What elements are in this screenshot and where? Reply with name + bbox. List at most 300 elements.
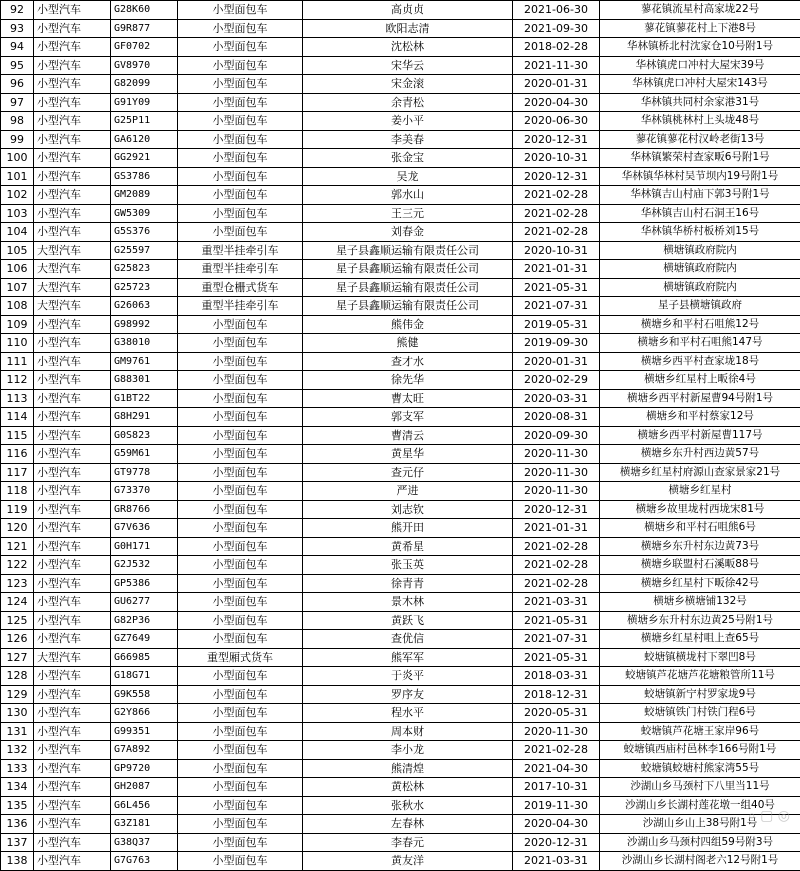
cell-plate-type: 小型汽车 (34, 186, 111, 205)
cell-plate-type: 小型汽车 (34, 389, 111, 408)
table-row (1, 815, 800, 834)
cell-vehicle-type: 小型面包车 (178, 56, 303, 75)
cell-owner-name: 宋华云 (303, 56, 513, 75)
cell-plate-number: G6L456 (111, 796, 178, 815)
cell-address: 华林镇吉山村庙下郭3号附1号 (600, 186, 800, 205)
cell-inspection-date: 2020-01-31 (513, 75, 600, 94)
cell-row-number: 128 (1, 667, 34, 686)
cell-inspection-date: 2018-12-31 (513, 685, 600, 704)
cell-row-number: 96 (1, 75, 34, 94)
cell-vehicle-type: 小型面包车 (178, 371, 303, 390)
cell-plate-number: GM2089 (111, 186, 178, 205)
cell-plate-number: G59M61 (111, 445, 178, 464)
cell-row-number: 95 (1, 56, 34, 75)
cell-plate-type: 小型汽车 (34, 130, 111, 149)
cell-address: 华林镇华林村吴节坝内19号附1号 (600, 167, 800, 186)
cell-plate-number: G26063 (111, 297, 178, 316)
cell-inspection-date: 2020-04-30 (513, 93, 600, 112)
cell-row-number: 92 (1, 1, 34, 20)
cell-vehicle-type: 小型面包车 (178, 630, 303, 649)
cell-inspection-date: 2019-09-30 (513, 334, 600, 353)
cell-owner-name: 张金宝 (303, 149, 513, 168)
cell-plate-number: G91Y09 (111, 93, 178, 112)
cell-inspection-date: 2021-07-31 (513, 297, 600, 316)
cell-address: 横塘乡红星村下畈徐42号 (600, 574, 800, 593)
cell-address: 华林镇桃林村上头垅48号 (600, 112, 800, 131)
cell-inspection-date: 2020-10-31 (513, 241, 600, 260)
cell-owner-name: 黄松林 (303, 778, 513, 797)
cell-plate-number: GW5309 (111, 204, 178, 223)
cell-vehicle-type: 小型面包车 (178, 833, 303, 852)
cell-address: 华林镇华桥村板桥刘15号 (600, 223, 800, 242)
cell-owner-name: 徐青青 (303, 574, 513, 593)
cell-row-number: 105 (1, 241, 34, 260)
cell-plate-type: 小型汽车 (34, 537, 111, 556)
cell-vehicle-type: 小型面包车 (178, 149, 303, 168)
cell-row-number: 124 (1, 593, 34, 612)
cell-plate-number: G7G763 (111, 852, 178, 871)
cell-plate-number: GT9778 (111, 463, 178, 482)
table-row (1, 38, 800, 57)
cell-vehicle-type: 小型面包车 (178, 19, 303, 38)
cell-vehicle-type: 小型面包车 (178, 75, 303, 94)
table-row (1, 519, 800, 538)
cell-address: 蓼花镇蓼花村上下港8号 (600, 19, 800, 38)
table-row (1, 112, 800, 131)
cell-vehicle-type: 重型半挂牵引车 (178, 260, 303, 279)
cell-owner-name: 熊军军 (303, 648, 513, 667)
cell-owner-name: 余青松 (303, 93, 513, 112)
cell-plate-number: G18G71 (111, 667, 178, 686)
cell-vehicle-type: 小型面包车 (178, 519, 303, 538)
cell-row-number: 138 (1, 852, 34, 871)
cell-owner-name: 严进 (303, 482, 513, 501)
cell-plate-number: G82P36 (111, 611, 178, 630)
cell-owner-name: 郭水山 (303, 186, 513, 205)
table-row (1, 445, 800, 464)
cell-plate-number: G9K558 (111, 685, 178, 704)
table-row (1, 1, 800, 20)
cell-inspection-date: 2020-02-29 (513, 371, 600, 390)
cell-owner-name: 刘春金 (303, 223, 513, 242)
cell-row-number: 113 (1, 389, 34, 408)
cell-owner-name: 宋金滚 (303, 75, 513, 94)
cell-plate-type: 小型汽车 (34, 315, 111, 334)
cell-inspection-date: 2021-03-31 (513, 593, 600, 612)
cell-owner-name: 张秋水 (303, 796, 513, 815)
cell-plate-number: GP9720 (111, 759, 178, 778)
table-row (1, 149, 800, 168)
cell-inspection-date: 2017-10-31 (513, 778, 600, 797)
cell-vehicle-type: 重型厢式货车 (178, 648, 303, 667)
cell-inspection-date: 2021-05-31 (513, 611, 600, 630)
cell-owner-name: 熊伟金 (303, 315, 513, 334)
cell-inspection-date: 2020-12-31 (513, 130, 600, 149)
cell-address: 蛟塘镇蛟塘村熊家湾55号 (600, 759, 800, 778)
cell-plate-number: GA6120 (111, 130, 178, 149)
cell-row-number: 94 (1, 38, 34, 57)
table-row (1, 315, 800, 334)
cell-plate-number: G25723 (111, 278, 178, 297)
cell-plate-type: 小型汽车 (34, 371, 111, 390)
table-row (1, 833, 800, 852)
cell-row-number: 107 (1, 278, 34, 297)
table-row (1, 204, 800, 223)
cell-address: 横塘乡和平村石咀熊12号 (600, 315, 800, 334)
cell-vehicle-type: 重型仓栅式货车 (178, 278, 303, 297)
cell-plate-number: G0S823 (111, 426, 178, 445)
cell-vehicle-type: 小型面包车 (178, 463, 303, 482)
cell-vehicle-type: 小型面包车 (178, 556, 303, 575)
cell-vehicle-type: 小型面包车 (178, 408, 303, 427)
cell-row-number: 137 (1, 833, 34, 852)
cell-vehicle-type: 小型面包车 (178, 852, 303, 871)
table-row (1, 167, 800, 186)
cell-plate-number: GP5386 (111, 574, 178, 593)
cell-inspection-date: 2021-02-28 (513, 223, 600, 242)
cell-row-number: 129 (1, 685, 34, 704)
cell-plate-number: G98992 (111, 315, 178, 334)
cell-row-number: 106 (1, 260, 34, 279)
table-row (1, 722, 800, 741)
cell-owner-name: 曹太旺 (303, 389, 513, 408)
cell-inspection-date: 2021-07-31 (513, 630, 600, 649)
cell-plate-number: G99351 (111, 722, 178, 741)
cell-vehicle-type: 小型面包车 (178, 500, 303, 519)
cell-plate-number: G1BT22 (111, 389, 178, 408)
cell-owner-name: 张玉英 (303, 556, 513, 575)
cell-row-number: 98 (1, 112, 34, 131)
cell-owner-name: 李春元 (303, 833, 513, 852)
table-row (1, 852, 800, 871)
cell-plate-type: 小型汽车 (34, 685, 111, 704)
cell-plate-type: 小型汽车 (34, 574, 111, 593)
cell-inspection-date: 2021-03-31 (513, 852, 600, 871)
cell-inspection-date: 2019-05-31 (513, 315, 600, 334)
table-row (1, 426, 800, 445)
cell-address: 横塘乡横塘铺132号 (600, 593, 800, 612)
cell-address: 星子县横塘镇政府 (600, 297, 800, 316)
cell-plate-number: G2J532 (111, 556, 178, 575)
cell-row-number: 104 (1, 223, 34, 242)
cell-vehicle-type: 小型面包车 (178, 537, 303, 556)
cell-plate-number: GR8766 (111, 500, 178, 519)
cell-owner-name: 李美春 (303, 130, 513, 149)
cell-row-number: 116 (1, 445, 34, 464)
cell-inspection-date: 2021-06-30 (513, 1, 600, 20)
cell-row-number: 119 (1, 500, 34, 519)
cell-plate-type: 小型汽车 (34, 704, 111, 723)
cell-owner-name: 周本财 (303, 722, 513, 741)
table-row (1, 93, 800, 112)
cell-vehicle-type: 小型面包车 (178, 685, 303, 704)
cell-owner-name: 姜小平 (303, 112, 513, 131)
cell-vehicle-type: 小型面包车 (178, 426, 303, 445)
cell-plate-type: 小型汽车 (34, 38, 111, 57)
cell-plate-type: 小型汽车 (34, 815, 111, 834)
table-row (1, 611, 800, 630)
cell-plate-type: 小型汽车 (34, 93, 111, 112)
cell-address: 横塘乡故里垅村西垅宋81号 (600, 500, 800, 519)
cell-plate-number: G88301 (111, 371, 178, 390)
cell-address: 华林镇虎口冲村大屋宋39号 (600, 56, 800, 75)
cell-plate-type: 小型汽车 (34, 667, 111, 686)
cell-plate-type: 小型汽车 (34, 426, 111, 445)
cell-vehicle-type: 重型半挂牵引车 (178, 241, 303, 260)
cell-plate-number: GF0702 (111, 38, 178, 57)
cell-vehicle-type: 小型面包车 (178, 315, 303, 334)
table-row (1, 56, 800, 75)
cell-address: 华林镇桥北村沈家仓10号附1号 (600, 38, 800, 57)
cell-plate-number: G8H291 (111, 408, 178, 427)
cell-inspection-date: 2018-02-28 (513, 38, 600, 57)
cell-row-number: 133 (1, 759, 34, 778)
cell-row-number: 108 (1, 297, 34, 316)
table-body (1, 1, 800, 871)
cell-plate-number: G7V636 (111, 519, 178, 538)
cell-plate-type: 小型汽车 (34, 500, 111, 519)
cell-owner-name: 星子县鑫顺运输有限责任公司 (303, 297, 513, 316)
cell-inspection-date: 2020-11-30 (513, 445, 600, 464)
cell-inspection-date: 2021-01-31 (513, 260, 600, 279)
cell-plate-number: GS3786 (111, 167, 178, 186)
cell-plate-type: 小型汽车 (34, 408, 111, 427)
cell-address: 横塘镇政府院内 (600, 260, 800, 279)
cell-row-number: 122 (1, 556, 34, 575)
cell-address: 华林镇虎口冲村大屋宋143号 (600, 75, 800, 94)
cell-inspection-date: 2020-11-30 (513, 482, 600, 501)
cell-row-number: 134 (1, 778, 34, 797)
cell-owner-name: 沈松林 (303, 38, 513, 57)
cell-plate-number: GH2087 (111, 778, 178, 797)
cell-plate-type: 小型汽车 (34, 611, 111, 630)
cell-owner-name: 欧阳志清 (303, 19, 513, 38)
cell-vehicle-type: 小型面包车 (178, 593, 303, 612)
cell-inspection-date: 2020-12-31 (513, 833, 600, 852)
cell-vehicle-type: 小型面包车 (178, 186, 303, 205)
cell-vehicle-type: 小型面包车 (178, 1, 303, 20)
table-row (1, 537, 800, 556)
table-row (1, 186, 800, 205)
table-row (1, 796, 800, 815)
cell-address: 华林镇共同村余家港31号 (600, 93, 800, 112)
table-row (1, 389, 800, 408)
table-row (1, 574, 800, 593)
cell-row-number: 117 (1, 463, 34, 482)
cell-inspection-date: 2020-03-31 (513, 389, 600, 408)
table-row (1, 667, 800, 686)
cell-plate-number: G82099 (111, 75, 178, 94)
cell-vehicle-type: 小型面包车 (178, 223, 303, 242)
cell-plate-number: GG2921 (111, 149, 178, 168)
cell-plate-type: 小型汽车 (34, 519, 111, 538)
cell-owner-name: 罗序友 (303, 685, 513, 704)
cell-owner-name: 熊健 (303, 334, 513, 353)
cell-plate-type: 小型汽车 (34, 722, 111, 741)
cell-inspection-date: 2021-02-28 (513, 556, 600, 575)
cell-vehicle-type: 小型面包车 (178, 130, 303, 149)
cell-plate-type: 小型汽车 (34, 204, 111, 223)
cell-plate-number: G66985 (111, 648, 178, 667)
cell-inspection-date: 2021-11-30 (513, 56, 600, 75)
cell-row-number: 131 (1, 722, 34, 741)
table-row (1, 556, 800, 575)
cell-row-number: 136 (1, 815, 34, 834)
cell-row-number: 109 (1, 315, 34, 334)
cell-address: 横塘乡和平村蔡家12号 (600, 408, 800, 427)
cell-inspection-date: 2020-05-31 (513, 704, 600, 723)
cell-row-number: 121 (1, 537, 34, 556)
cell-vehicle-type: 小型面包车 (178, 778, 303, 797)
cell-inspection-date: 2021-05-31 (513, 278, 600, 297)
cell-inspection-date: 2020-09-30 (513, 426, 600, 445)
cell-owner-name: 查元仔 (303, 463, 513, 482)
cell-inspection-date: 2021-05-31 (513, 648, 600, 667)
cell-row-number: 111 (1, 352, 34, 371)
cell-row-number: 110 (1, 334, 34, 353)
cell-vehicle-type: 小型面包车 (178, 815, 303, 834)
cell-address: 沙湖山乡山上38号附1号 (600, 815, 800, 834)
table-row (1, 223, 800, 242)
cell-address: 华林镇吉山村石洞王16号 (600, 204, 800, 223)
table-row (1, 278, 800, 297)
cell-inspection-date: 2021-02-28 (513, 204, 600, 223)
cell-address: 横塘乡西平村查家垅18号 (600, 352, 800, 371)
table-row (1, 759, 800, 778)
cell-inspection-date: 2020-06-30 (513, 112, 600, 131)
cell-address: 蛟塘镇横垅村下翠凹8号 (600, 648, 800, 667)
cell-row-number: 102 (1, 186, 34, 205)
table-row (1, 500, 800, 519)
cell-owner-name: 星子县鑫顺运输有限责任公司 (303, 241, 513, 260)
cell-vehicle-type: 小型面包车 (178, 445, 303, 464)
cell-owner-name: 星子县鑫顺运输有限责任公司 (303, 260, 513, 279)
cell-plate-number: G38010 (111, 334, 178, 353)
cell-plate-type: 小型汽车 (34, 19, 111, 38)
cell-inspection-date: 2020-01-31 (513, 352, 600, 371)
cell-owner-name: 曹清云 (303, 426, 513, 445)
cell-address: 横塘乡红星村上畈徐4号 (600, 371, 800, 390)
cell-row-number: 93 (1, 19, 34, 38)
cell-inspection-date: 2020-12-31 (513, 167, 600, 186)
table-row (1, 371, 800, 390)
cell-inspection-date: 2021-09-30 (513, 19, 600, 38)
cell-inspection-date: 2020-04-30 (513, 815, 600, 834)
cell-vehicle-type: 小型面包车 (178, 611, 303, 630)
cell-vehicle-type: 小型面包车 (178, 741, 303, 760)
cell-vehicle-type: 小型面包车 (178, 334, 303, 353)
table-row (1, 482, 800, 501)
cell-plate-type: 小型汽车 (34, 630, 111, 649)
table-row (1, 630, 800, 649)
cell-vehicle-type: 小型面包车 (178, 38, 303, 57)
cell-row-number: 99 (1, 130, 34, 149)
cell-vehicle-type: 小型面包车 (178, 704, 303, 723)
cell-address: 蛟塘镇芦花塘芦花塘粮管所11号 (600, 667, 800, 686)
cell-address: 蛟塘镇西庙村邑林李166号附1号 (600, 741, 800, 760)
cell-plate-type: 小型汽车 (34, 852, 111, 871)
cell-row-number: 118 (1, 482, 34, 501)
cell-owner-name: 黄希星 (303, 537, 513, 556)
cell-row-number: 132 (1, 741, 34, 760)
table-row (1, 778, 800, 797)
cell-address: 横塘乡和平村石咀熊147号 (600, 334, 800, 353)
cell-plate-number: G5S376 (111, 223, 178, 242)
cell-vehicle-type: 小型面包车 (178, 482, 303, 501)
cell-address: 蛟塘镇芦花塘王家岸96号 (600, 722, 800, 741)
cell-row-number: 114 (1, 408, 34, 427)
cell-address: 蓼花镇流星村高家垅22号 (600, 1, 800, 20)
cell-owner-name: 李小龙 (303, 741, 513, 760)
cell-plate-type: 小型汽车 (34, 463, 111, 482)
cell-inspection-date: 2021-04-30 (513, 759, 600, 778)
cell-owner-name: 熊清煌 (303, 759, 513, 778)
cell-plate-number: GU6277 (111, 593, 178, 612)
cell-plate-type: 小型汽车 (34, 778, 111, 797)
cell-plate-type: 小型汽车 (34, 75, 111, 94)
cell-row-number: 125 (1, 611, 34, 630)
cell-owner-name: 黄跃飞 (303, 611, 513, 630)
cell-owner-name: 吴龙 (303, 167, 513, 186)
cell-vehicle-type: 小型面包车 (178, 389, 303, 408)
cell-plate-type: 小型汽车 (34, 149, 111, 168)
cell-address: 横塘镇政府院内 (600, 241, 800, 260)
cell-plate-type: 大型汽车 (34, 260, 111, 279)
cell-owner-name: 黄友洋 (303, 852, 513, 871)
cell-plate-type: 小型汽车 (34, 334, 111, 353)
table-row (1, 75, 800, 94)
table-row (1, 241, 800, 260)
cell-row-number: 127 (1, 648, 34, 667)
cell-inspection-date: 2021-02-28 (513, 741, 600, 760)
table-row (1, 685, 800, 704)
cell-owner-name: 星子县鑫顺运输有限责任公司 (303, 278, 513, 297)
cell-row-number: 123 (1, 574, 34, 593)
cell-row-number: 130 (1, 704, 34, 723)
cell-plate-type: 大型汽车 (34, 278, 111, 297)
cell-vehicle-type: 小型面包车 (178, 352, 303, 371)
cell-vehicle-type: 小型面包车 (178, 667, 303, 686)
cell-owner-name: 黄星华 (303, 445, 513, 464)
cell-address: 横塘乡西平村新屋曹117号 (600, 426, 800, 445)
cell-row-number: 100 (1, 149, 34, 168)
cell-inspection-date: 2020-11-30 (513, 722, 600, 741)
cell-plate-type: 小型汽车 (34, 759, 111, 778)
cell-address: 横塘乡东升村东边黄73号 (600, 537, 800, 556)
cell-plate-type: 小型汽车 (34, 352, 111, 371)
cell-plate-type: 小型汽车 (34, 482, 111, 501)
cell-owner-name: 徐先华 (303, 371, 513, 390)
cell-owner-name: 王三元 (303, 204, 513, 223)
cell-plate-number: G7A892 (111, 741, 178, 760)
cell-address: 沙湖山乡马颈村四组59号附3号 (600, 833, 800, 852)
cell-row-number: 126 (1, 630, 34, 649)
cell-plate-type: 小型汽车 (34, 167, 111, 186)
cell-row-number: 115 (1, 426, 34, 445)
cell-vehicle-type: 小型面包车 (178, 93, 303, 112)
cell-inspection-date: 2020-12-31 (513, 500, 600, 519)
cell-inspection-date: 2020-11-30 (513, 463, 600, 482)
table-row (1, 334, 800, 353)
cell-plate-type: 小型汽车 (34, 796, 111, 815)
cell-inspection-date: 2020-08-31 (513, 408, 600, 427)
cell-address: 横塘乡东升村东边黄25号附1号 (600, 611, 800, 630)
cell-vehicle-type: 小型面包车 (178, 722, 303, 741)
cell-plate-type: 大型汽车 (34, 297, 111, 316)
cell-inspection-date: 2021-02-28 (513, 537, 600, 556)
cell-plate-type: 大型汽车 (34, 241, 111, 260)
cell-address: 横塘镇政府院内 (600, 278, 800, 297)
